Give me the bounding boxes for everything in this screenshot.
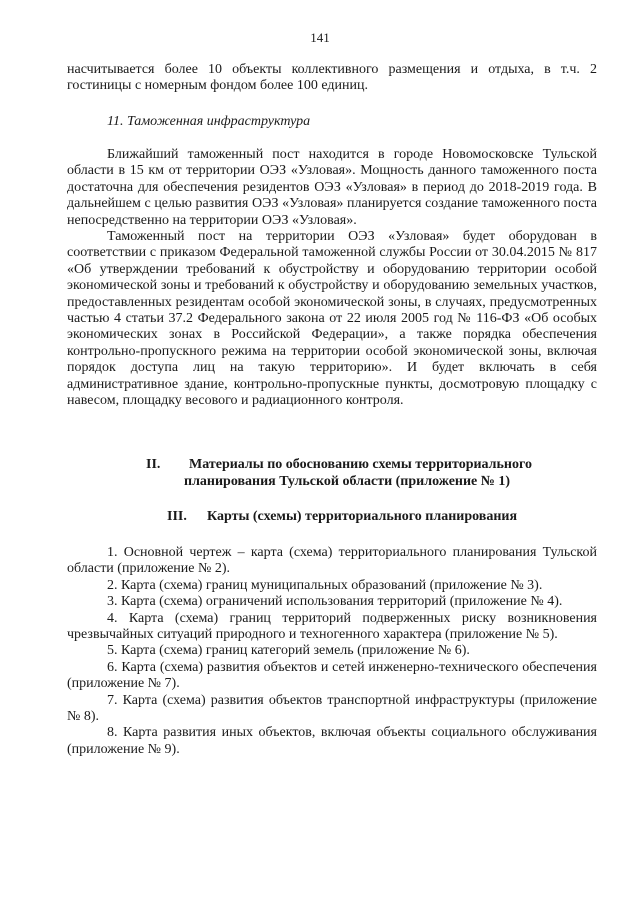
section-2-number: II.	[146, 457, 161, 472]
section-3-number: III.	[167, 509, 187, 524]
intro-text: насчитывается более 10 объекты коллективного размещения и отдыха, в т.ч. 2 гостиницы с номерным фондом более 100 единиц.	[67, 62, 597, 94]
list-item: 2. Карта (схема) границ муниципальных образований (приложение № 3).	[107, 577, 543, 593]
appendix-list	[67, 545, 597, 758]
section-2-title-line1: Материалы по обоснованию схемы территориального	[189, 457, 532, 472]
list-item: 8. Карта развития иных объектов, включая объекты социального обслуживания (приложение № 9).	[67, 725, 597, 757]
list-item: 5. Карта (схема) границ категорий земель (приложение № 6).	[107, 643, 470, 659]
intro-paragraph	[67, 62, 597, 95]
list-item: 1. Основной чертеж – карта (схема) территориального планирования Тульской области (приложение № 2).	[67, 545, 597, 577]
list-item: 7. Карта (схема) развития объектов транспортной инфраструктуры (приложение № 8).	[67, 692, 597, 725]
paragraph-customs-equipment: Таможенный пост на территории ОЭЗ «Узловая» будет оборудован в соответствии с приказом Федеральной таможенной службы России от 30.04.2015 № 817 «Об утверждении требований к обустройству и оборудованию территории особой экономической зоны и требований к обустройству и оборудованию земельных участков, предоставленных резидентам особой экономической зоны, в случаях, предусмотренных частью 4 статьи 37.2 Федерального закона от 22 июля 2005 год № 116-ФЗ «Об особых экономических зонах в Российской Федерации», а также порядка обеспечения контрольно-пропускного режима на территории особой экономической зоны, включая порядок доступа лиц на такую территорию». И будет включать в себя административное здание, контрольно-пропускные пункты, досмотровую площадку с навесом, площадку весового и радиационного контроля.	[67, 229, 597, 409]
section-2-title-line2: планирования Тульской области (приложение № 1)	[184, 474, 510, 489]
subsection-title: 11. Таможенная инфраструктура	[107, 114, 311, 129]
list-item: 4. Карта (схема) границ территорий подверженных риску возникновения чрезвычайных ситуаций природного и техногенного характера (приложение № 5).	[67, 610, 597, 643]
section-3-title: Карты (схемы) территориального планирования	[207, 509, 518, 524]
list-item: 6. Карта (схема) развития объектов и сетей инженерно-технического обеспечения (приложение № 7).	[67, 659, 597, 692]
body-text	[67, 147, 597, 410]
page-number: 141	[310, 30, 330, 45]
list-item: 3. Карта (схема) ограничений использования территорий (приложение № 4).	[107, 594, 563, 610]
paragraph-customs-post: Ближайший таможенный пост находится в городе Новомосковске Тульской области в 15 км от территории ОЭЗ «Узловая». Мощность данного таможенного поста достаточна для обеспечения резидентов ОЭЗ «Узловая» в период до 2018-2019 года. В дальнейшем с целью развития ОЭЗ «Узловая» планируется создание таможенного поста непосредственно на территории ОЭЗ «Узловая».	[67, 147, 597, 228]
